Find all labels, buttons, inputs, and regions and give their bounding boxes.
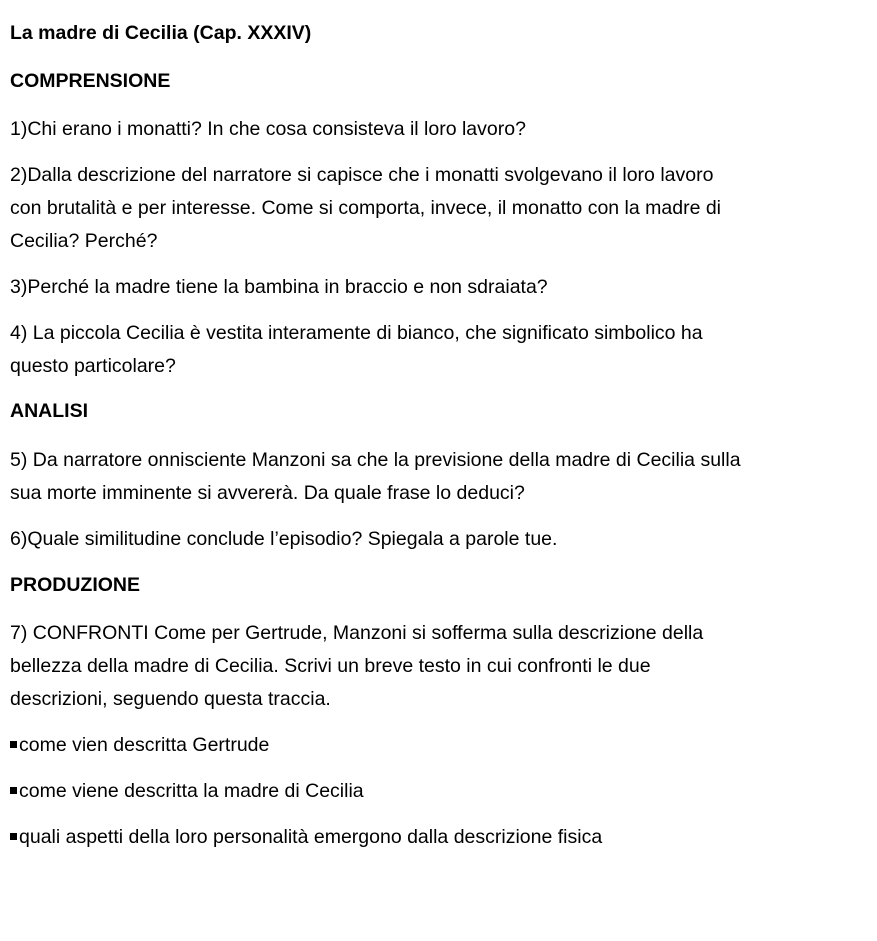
question-2-line: 2)Dalla descrizione del narratore si capisce che i monatti svolgevano il loro lavoro [10, 164, 714, 186]
question-4-line: questo particolare? [10, 355, 176, 377]
section-heading-analisi: ANALISI [10, 400, 88, 422]
square-bullet-icon [10, 741, 17, 748]
question-7-line: bellezza della madre di Cecilia. Scrivi un breve testo in cui confronti le due [10, 655, 651, 677]
question-2-line: Cecilia? Perché? [10, 230, 158, 252]
section-heading-comprensione: COMPRENSIONE [10, 70, 171, 92]
document-title: La madre di Cecilia (Cap. XXXIV) [10, 22, 312, 44]
question-5-line: 5) Da narratore onnisciente Manzoni sa che la previsione della madre di Cecilia sulla [10, 449, 741, 471]
bullet-item [10, 734, 269, 756]
question-1-line: 1)Chi erano i monatti? In che cosa consisteva il loro lavoro? [10, 118, 526, 140]
bullet-item [10, 780, 364, 802]
bullet-item [10, 826, 602, 848]
question-5-line: sua morte imminente si avvererà. Da quale frase lo deduci? [10, 482, 525, 504]
question-7-line: descrizioni, seguendo questa traccia. [10, 688, 331, 710]
question-3-line: 3)Perché la madre tiene la bambina in braccio e non sdraiata? [10, 276, 548, 298]
bullet-item-text: come vien descritta Gertrude [19, 734, 270, 756]
question-2-line: con brutalità e per interesse. Come si comporta, invece, il monatto con la madre di [10, 197, 722, 219]
square-bullet-icon [10, 833, 17, 840]
bullet-item-text: quali aspetti della loro personalità emergono dalla descrizione fisica [19, 826, 603, 848]
question-4-line: 4) La piccola Cecilia è vestita interamente di bianco, che significato simbolico ha [10, 322, 703, 344]
question-6-line: 6)Quale similitudine conclude l’episodio? Spiegala a parole tue. [10, 528, 558, 550]
square-bullet-icon [10, 787, 17, 794]
section-heading-produzione: PRODUZIONE [10, 574, 141, 596]
bullet-item-text: come viene descritta la madre di Cecilia [19, 780, 364, 802]
question-7-line: 7) CONFRONTI Come per Gertrude, Manzoni si sofferma sulla descrizione della [10, 622, 704, 644]
